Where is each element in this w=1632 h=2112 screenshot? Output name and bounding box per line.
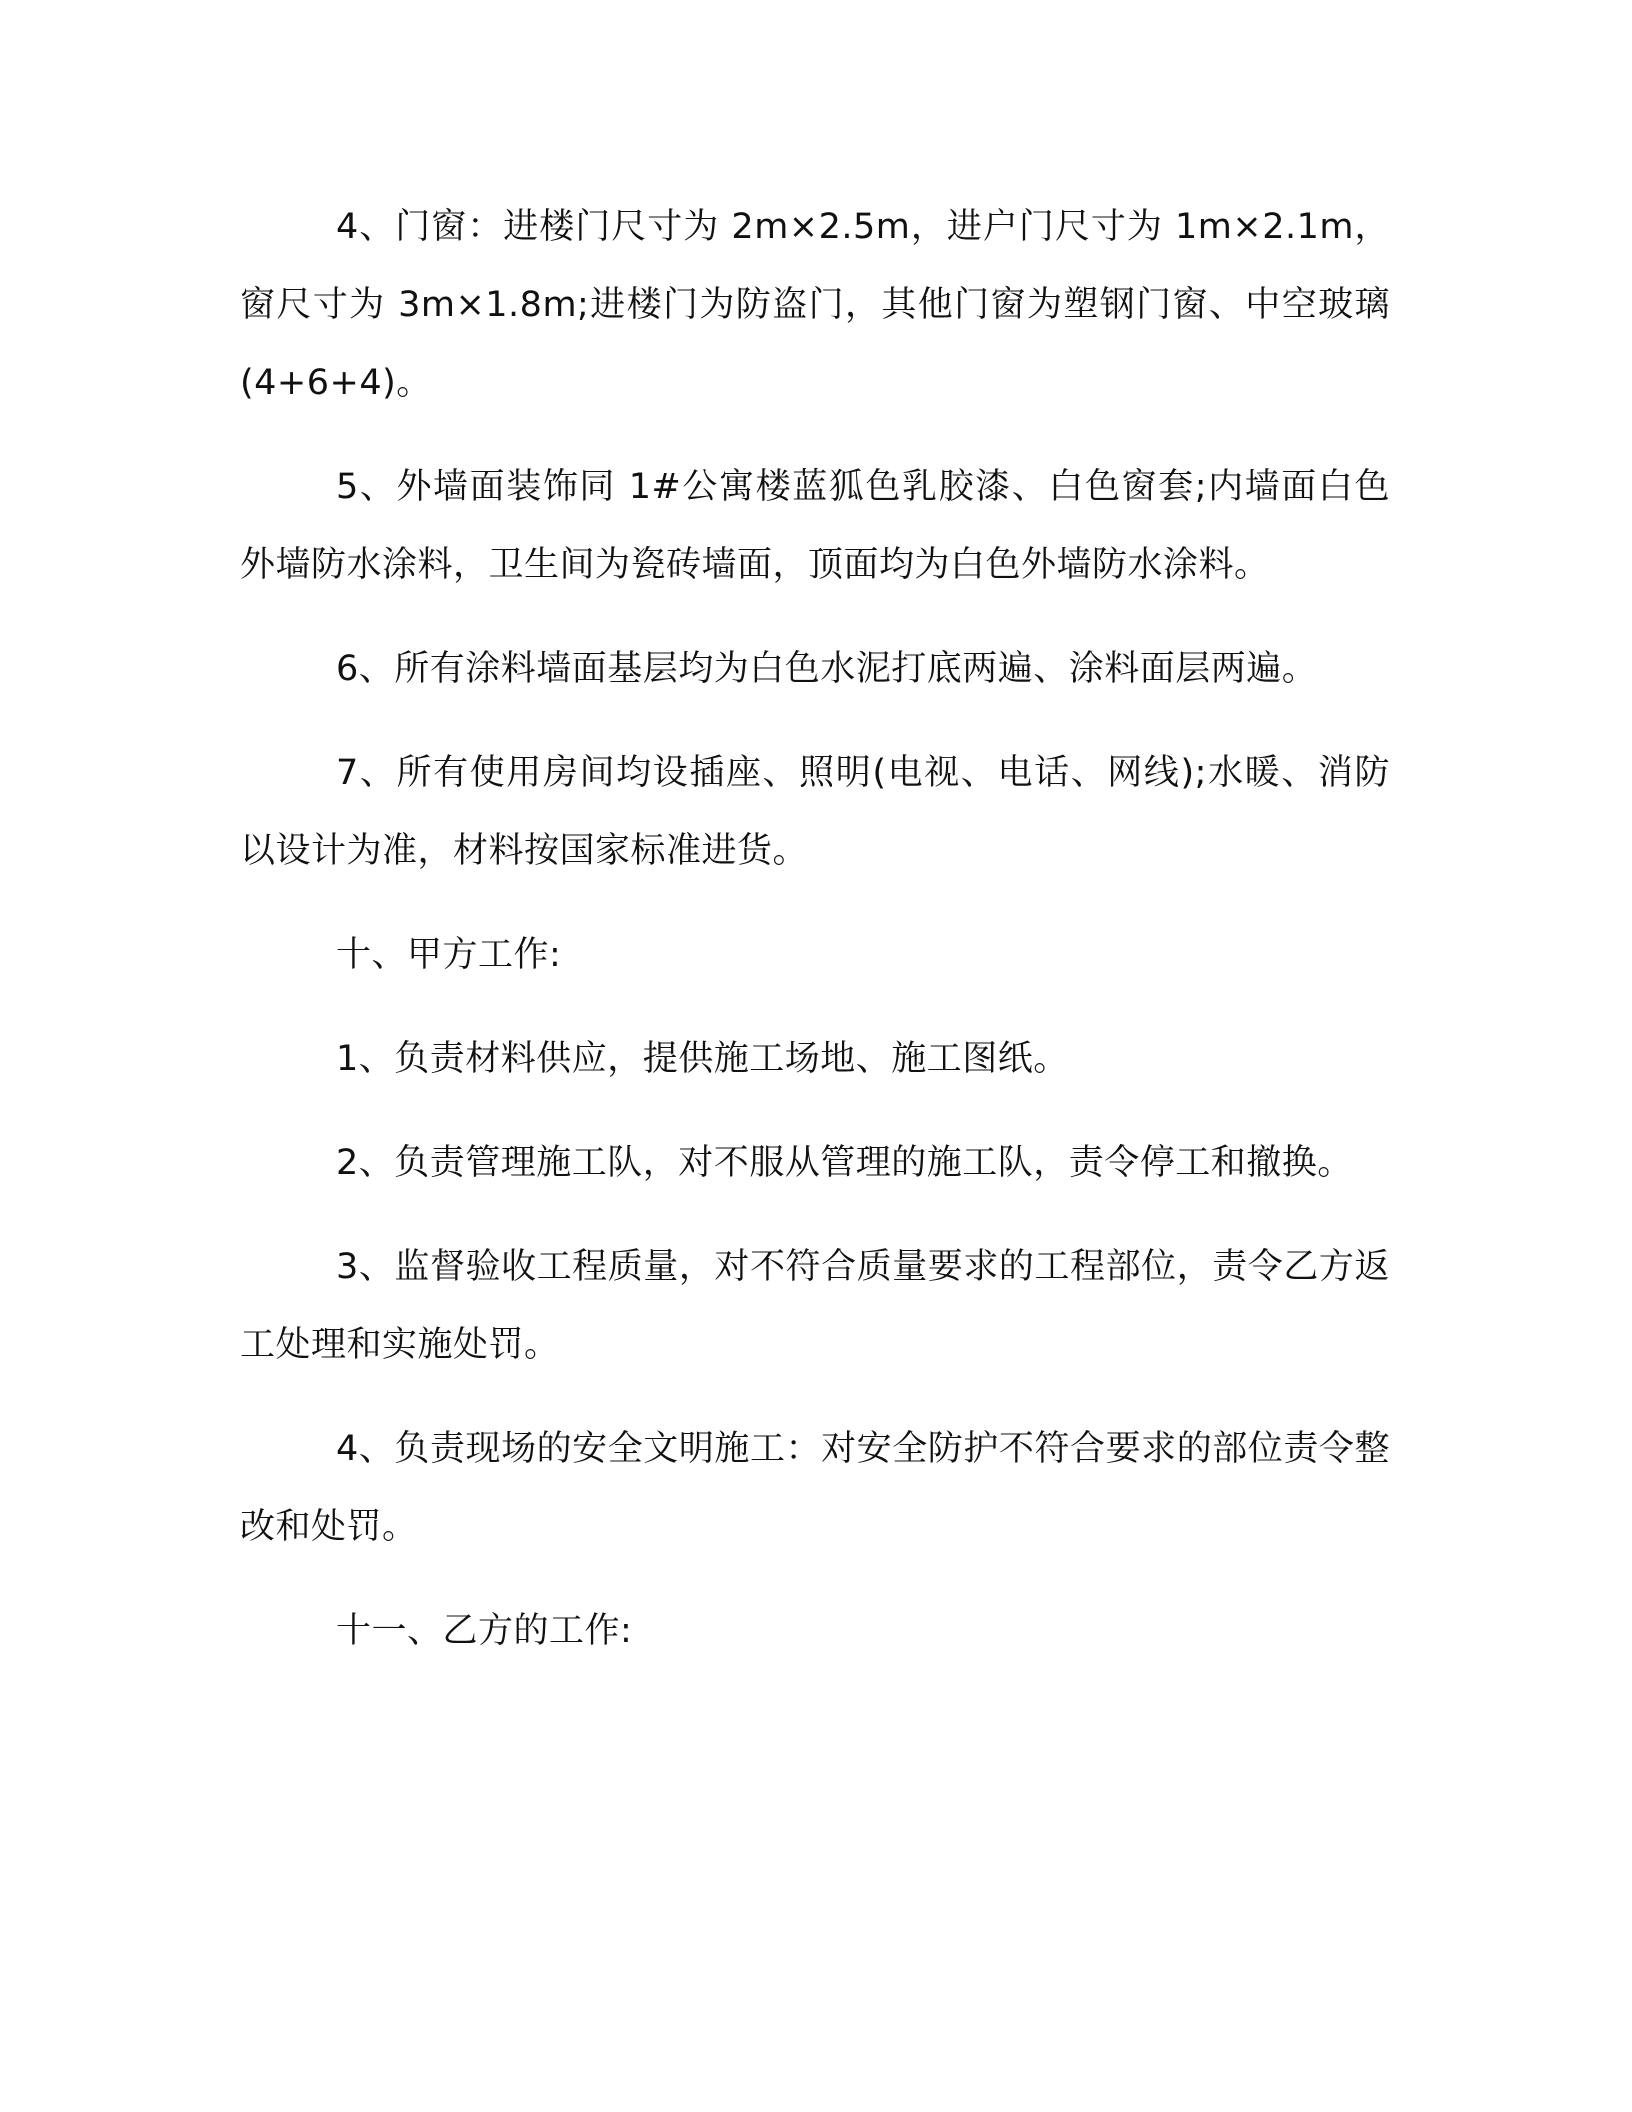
- paragraph-party-a-2: 2、负责管理施工队，对不服从管理的施工队，责令停工和撤换。: [336, 1143, 1353, 1183]
- paragraph-party-a-4: 4、负责现场的安全文明施工：对安全防护不符合要求的部位责令整改和处罚。: [240, 1429, 1390, 1547]
- paragraph-party-a-3: 3、监督验收工程质量，对不符合质量要求的工程部位，责令乙方返工处理和实施处罚。: [240, 1247, 1390, 1365]
- paragraph-wall-decoration: 5、外墙面装饰同 1#公寓楼蓝狐色乳胶漆、白色窗套;内墙面白色外墙防水涂料，卫生间为瓷砖墙面，顶面均为白色外墙防水涂料。: [240, 467, 1390, 585]
- paragraph-paint-base: 6、所有涂料墙面基层均为白色水泥打底两遍、涂料面层两遍。: [336, 649, 1318, 689]
- paragraph-party-a-1: 1、负责材料供应，提供施工场地、施工图纸。: [336, 1039, 1069, 1079]
- paragraph-doors-windows: 4、门窗：进楼门尺寸为 2m×2.5m，进户门尺寸为 1m×2.1m，窗尺寸为 3m×1.8m;进楼门为防盗门，其他门窗为塑钢门窗、中空玻璃(4+6+4)。: [240, 207, 1390, 403]
- section-heading-party-b: 十一、乙方的工作:: [336, 1611, 633, 1651]
- section-heading-party-a: 十、甲方工作:: [336, 935, 562, 975]
- document-body: [240, 188, 1390, 1696]
- paragraph-electrical: 7、所有使用房间均设插座、照明(电视、电话、网线);水暖、消防以设计为准，材料按国家标准进货。: [240, 753, 1390, 871]
